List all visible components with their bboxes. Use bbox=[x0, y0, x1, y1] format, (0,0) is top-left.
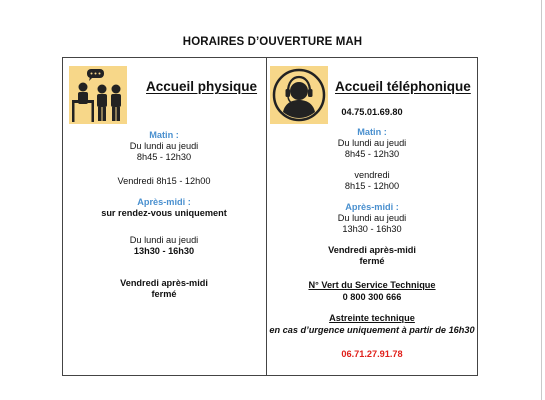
left-afternoon-days: Du lundi au jeudi bbox=[129, 235, 199, 245]
right-afternoon-days: Du lundi au jeudi bbox=[337, 213, 407, 223]
headset-operator-icon bbox=[270, 66, 328, 124]
oncall-label: Astreinte technique bbox=[329, 313, 415, 323]
right-morning-hours: 8h45 - 12h30 bbox=[344, 149, 400, 159]
right-phone: 04.75.01.69.80 bbox=[341, 107, 403, 117]
left-morning-hours: 8h45 - 12h30 bbox=[136, 152, 192, 162]
oncall-phone: 06.71.27.91.78 bbox=[341, 349, 403, 359]
tech-service-phone: 0 800 300 666 bbox=[342, 292, 402, 302]
right-morning-days: Du lundi au jeudi bbox=[337, 138, 407, 148]
column-divider bbox=[266, 57, 267, 376]
left-afternoon-hours: 13h30 - 16h30 bbox=[133, 246, 195, 256]
right-morning-label: Matin : bbox=[357, 127, 387, 137]
left-friday-morning: Vendredi 8h15 - 12h00 bbox=[117, 176, 211, 186]
oncall-note: en cas d’urgence uniquement à partir de 16h30 bbox=[269, 325, 475, 335]
right-afternoon-label: Après-midi : bbox=[345, 202, 399, 212]
people-at-desk-icon bbox=[69, 66, 127, 124]
left-afternoon-note: sur rendez-vous uniquement bbox=[101, 208, 227, 218]
left-morning-days: Du lundi au jeudi bbox=[129, 141, 199, 151]
right-afternoon-hours: 13h30 - 16h30 bbox=[342, 224, 402, 234]
tech-service-label: N° Vert du Service Technique bbox=[308, 280, 436, 290]
right-friday-afternoon: Vendredi après-midi bbox=[328, 245, 416, 255]
right-friday-afternoon-status: fermé bbox=[359, 256, 385, 266]
right-heading: Accueil téléphonique bbox=[335, 79, 471, 94]
left-heading: Accueil physique bbox=[146, 79, 258, 94]
right-friday-label: vendredi bbox=[354, 170, 390, 180]
page-edge-line bbox=[541, 0, 542, 400]
left-afternoon-label: Après-midi : bbox=[137, 197, 191, 207]
right-friday-hours: 8h15 - 12h00 bbox=[344, 181, 400, 191]
left-morning-label: Matin : bbox=[149, 130, 179, 140]
left-friday-afternoon-status: fermé bbox=[151, 289, 177, 299]
left-friday-afternoon: Vendredi après-midi bbox=[120, 278, 208, 288]
page-title: HORAIRES D’OUVERTURE MAH bbox=[182, 36, 363, 48]
